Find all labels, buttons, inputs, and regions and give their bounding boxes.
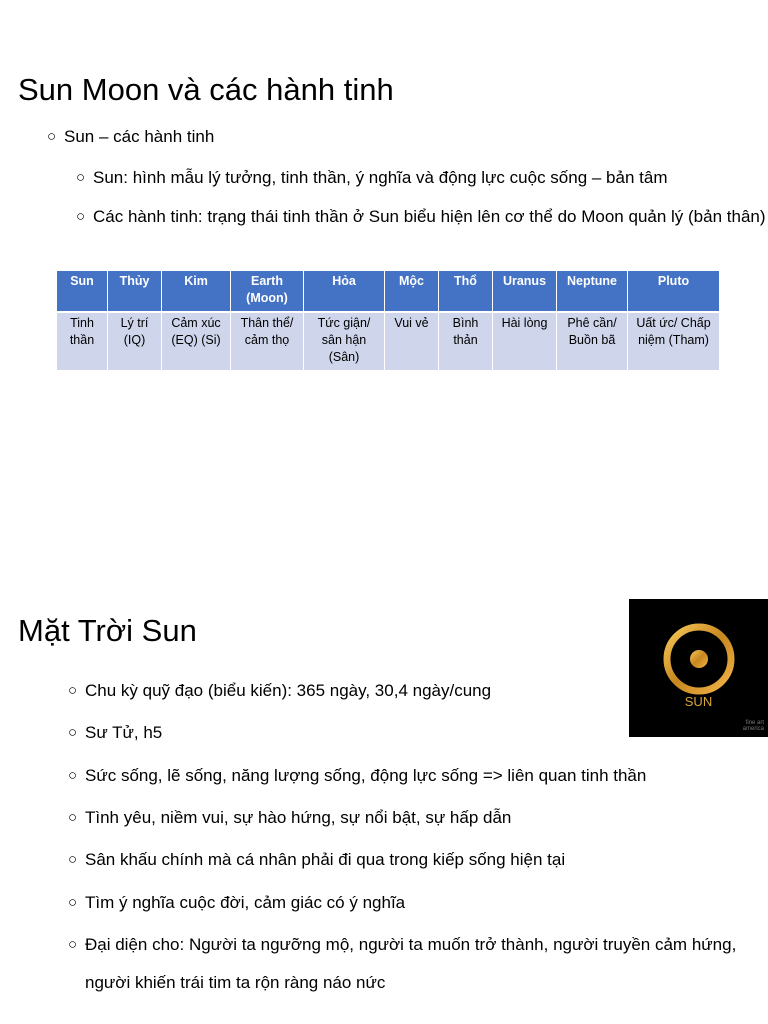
table-cell: Cảm xúc (EQ) (Si) [162, 312, 231, 370]
bullet: ○ Tình yêu, niềm vui, sự hào hứng, sự nổi bật, sự hấp dẫn [68, 799, 758, 837]
table-cell: Tức giận/ sân hận (Sân) [304, 312, 385, 370]
bullet-level2: ○ Sun: hình mẫu lý tưởng, tinh thần, ý nghĩa và động lực cuộc sống – bản tâm [76, 161, 766, 195]
table-header-cell: Thổ [439, 271, 493, 312]
table-row [57, 312, 720, 370]
table-header-cell: Kim [162, 271, 231, 312]
table-header-row [57, 271, 720, 312]
bullet: ○ Đại diện cho: Người ta ngưỡng mộ, người ta muốn trở thành, người truyền cảm hứng, người khiến trái tim ta rộn ràng náo nức [68, 926, 758, 1002]
bullet-circle-icon: ○ [76, 208, 86, 225]
watermark-brand: fine art america [742, 720, 764, 732]
bullet: ○ Sức sống, lẽ sống, năng lượng sống, động lực sống => liên quan tinh thần [68, 757, 758, 795]
table-header-cell: Earth (Moon) [231, 271, 304, 312]
bullet-circle-icon: ○ [68, 894, 78, 911]
table-header-cell: Sun [57, 271, 108, 312]
table-header-cell: Mộc [385, 271, 439, 312]
bullet-level2: ○ Các hành tinh: trạng thái tinh thần ở Sun biểu hiện lên cơ thể do Moon quản lý (bản thân) [76, 200, 766, 234]
table-cell: Bình thản [439, 312, 493, 370]
bullet: ○ Sư Tử, h5 [68, 714, 758, 752]
bullet-circle-icon: ○ [68, 724, 78, 741]
bullet-circle-icon: ○ [68, 809, 78, 826]
slide-title: Sun Moon và các hành tinh [18, 72, 394, 107]
table-header-cell: Uranus [493, 271, 557, 312]
table-cell: Phê cần/ Buồn bã [557, 312, 628, 370]
table-header-cell: Hỏa [304, 271, 385, 312]
bullet: ○ Chu kỳ quỹ đạo (biểu kiến): 365 ngày, 30,4 ngày/cung [68, 672, 758, 710]
table-cell: Thân thể/ cảm thọ [231, 312, 304, 370]
table-header-cell: Thủy [108, 271, 162, 312]
table-header-cell: Pluto [628, 271, 720, 312]
bullet-circle-icon: ○ [68, 851, 78, 868]
table-cell: Uất ức/ Chấp niệm (Tham) [628, 312, 720, 370]
bullet: ○ Tìm ý nghĩa cuộc đời, cảm giác có ý nghĩa [68, 884, 758, 922]
bullet: ○ Sân khấu chính mà cá nhân phải đi qua trong kiếp sống hiện tại [68, 841, 758, 879]
bullet-circle-icon: ○ [47, 128, 57, 145]
planets-table [57, 271, 720, 370]
sun-label: SUN [684, 694, 713, 709]
bullet-circle-icon: ○ [68, 682, 78, 699]
table-cell: Hài lòng [493, 312, 557, 370]
table-header-cell: Neptune [557, 271, 628, 312]
bullet-circle-icon: ○ [76, 169, 86, 186]
bullet-level1: ○ Sun – các hành tinh [47, 120, 747, 154]
bullet-circle-icon: ○ [68, 767, 78, 784]
table-cell: Tinh thần [57, 312, 108, 370]
table-cell: Vui vẻ [385, 312, 439, 370]
table-cell: Lý trí (IQ) [108, 312, 162, 370]
bullet-circle-icon: ○ [68, 936, 78, 953]
slide-title: Mặt Trời Sun [18, 613, 197, 648]
slide-sun [0, 512, 768, 1024]
